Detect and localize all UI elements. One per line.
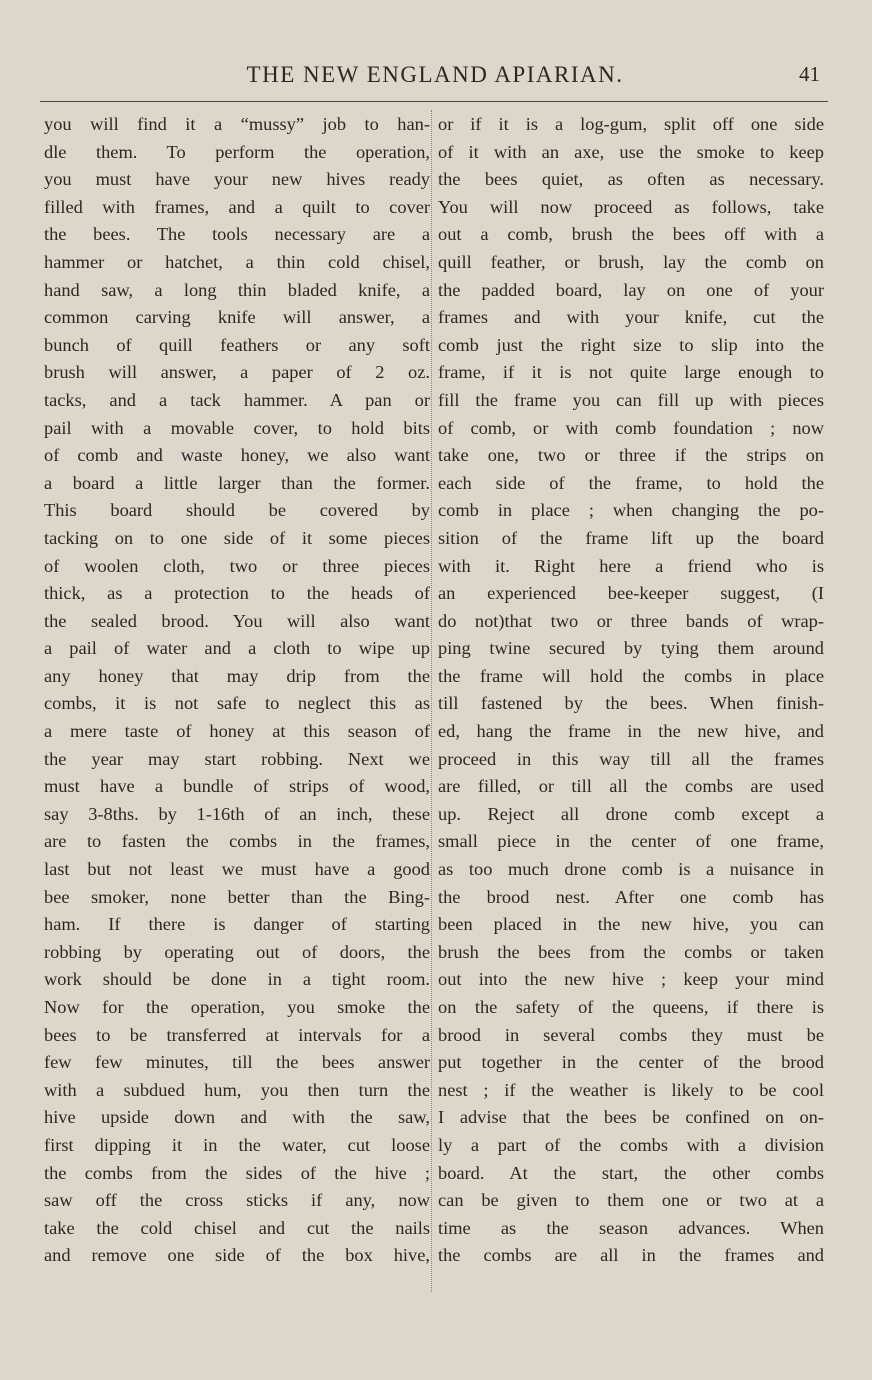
text-line: of comb, or with comb foundation ; now (438, 417, 824, 438)
text-line: pail with a movable cover, to hold bits (44, 417, 430, 438)
text-line: dle them. To perform the operation, (44, 141, 430, 162)
text-line: thick, as a protection to the heads of (44, 583, 430, 604)
text-line: up. Reject all drone comb except a (438, 803, 824, 824)
text-line: or if it is a log-gum, split off one side (438, 114, 824, 134)
text-line: hive upside down and with the saw, (44, 1107, 430, 1128)
text-line: the brood nest. After one comb has (438, 886, 824, 907)
text-line: hand saw, a long thin bladed knife, a (44, 279, 430, 300)
text-line: with it. Right here a friend who is (438, 555, 824, 576)
text-line: filled with frames, and a quilt to cover (44, 196, 430, 217)
text-line: robbing by operating out of doors, the (44, 941, 430, 962)
text-line: board. At the start, the other combs (438, 1162, 824, 1183)
text-line: small piece in the center of one frame, (438, 831, 824, 852)
text-line: as too much drone comb is a nuisance in (438, 859, 824, 880)
text-line: the frame will hold the combs in place (438, 665, 824, 686)
text-line: brood in several combs they must be (438, 1024, 824, 1045)
text-line: a board a little larger than the former. (44, 472, 430, 493)
text-line: hammer or hatchet, a thin cold chisel, (44, 251, 430, 272)
text-line: work should be done in a tight room. (44, 969, 430, 990)
text-line: take the cold chisel and cut the nails (44, 1217, 430, 1238)
page-number: 41 (799, 62, 820, 86)
page-header (40, 60, 830, 100)
text-line: each side of the frame, to hold the (438, 472, 824, 493)
text-line: and remove one side of the box hive, (44, 1245, 430, 1266)
text-line: a mere taste of honey at this season of (44, 721, 430, 742)
text-line: bee smoker, none better than the Bing- (44, 886, 430, 907)
text-line: of woolen cloth, two or three pieces (44, 555, 430, 576)
text-line: first dipping it in the water, cut loose (44, 1134, 430, 1155)
text-line: saw off the cross sticks if any, now (44, 1190, 430, 1211)
text-line: nest ; if the weather is likely to be cool (438, 1079, 824, 1100)
text-line: the year may start robbing. Next we (44, 748, 430, 769)
text-line: you must have your new hives ready (44, 169, 430, 190)
text-line: ly a part of the combs with a division (438, 1134, 824, 1155)
text-line: Now for the operation, you smoke the (44, 997, 430, 1017)
text-line: till fastened by the bees. When finish- (438, 693, 824, 714)
text-line: take one, two or three if the strips on (438, 445, 824, 466)
column-divider (431, 110, 432, 1292)
text-line: out into the new hive ; keep your mind (438, 969, 824, 990)
text-line: tacking on to one side of it some pieces (44, 527, 430, 548)
text-line: the sealed brood. You will also want (44, 610, 430, 631)
text-line: This board should be covered by (44, 500, 430, 521)
text-line: time as the season advances. When (438, 1217, 824, 1238)
text-line: the bees quiet, as often as necessary. (438, 169, 824, 190)
text-line: put together in the center of the brood (438, 1052, 824, 1073)
text-line: quill feather, or brush, lay the comb on (438, 251, 824, 272)
text-line: brush will answer, a paper of 2 oz. (44, 362, 430, 383)
text-line: bees to be transferred at intervals for a (44, 1024, 430, 1045)
text-line: out a comb, brush the bees off with a (438, 224, 824, 245)
text-line: ham. If there is danger of starting (44, 914, 430, 935)
text-line: say 3-8ths. by 1-16th of an inch, these (44, 803, 430, 824)
text-line: ping twine secured by tying them around (438, 638, 824, 659)
text-line: the padded board, lay on one of your (438, 279, 824, 300)
text-line: of comb and waste honey, we also want (44, 445, 430, 466)
running-title: THE NEW ENGLAND APIARIAN. (246, 62, 624, 87)
text-line: tacks, and a tack hammer. A pan or (44, 389, 430, 410)
text-line: the combs from the sides of the hive ; (44, 1162, 430, 1183)
text-line: I advise that the bees be confined on on- (438, 1107, 824, 1128)
text-line: on the safety of the queens, if there is (438, 997, 824, 1017)
header-rule (40, 101, 828, 102)
text-line: with a subdued hum, you then turn the (44, 1079, 430, 1100)
text-line: combs, it is not safe to neglect this as (44, 693, 430, 714)
text-line: an experienced bee-keeper suggest, (I (438, 583, 824, 604)
right-column (438, 111, 824, 1270)
text-line: are to fasten the combs in the frames, (44, 831, 430, 852)
text-line: can be given to them one or two at a (438, 1190, 824, 1211)
text-line: the combs are all in the frames and (438, 1245, 824, 1266)
text-line: bunch of quill feathers or any soft (44, 334, 430, 355)
text-line: sition of the frame lift up the board (438, 527, 824, 548)
text-line: last but not least we must have a good (44, 859, 430, 880)
text-line: proceed in this way till all the frames (438, 748, 824, 769)
text-line: comb just the right size to slip into the (438, 334, 824, 355)
left-column (44, 111, 430, 1270)
text-line: a pail of water and a cloth to wipe up (44, 638, 430, 659)
text-line: common carving knife will answer, a (44, 307, 430, 328)
text-line: frames and with your knife, cut the (438, 307, 824, 328)
text-line: you will find it a “mussy” job to han- (44, 114, 430, 134)
text-line: few few minutes, till the bees answer (44, 1052, 430, 1073)
text-line: fill the frame you can fill up with pieces (438, 389, 824, 410)
text-line: do not)that two or three bands of wrap- (438, 610, 824, 631)
text-line: been placed in the new hive, you can (438, 914, 824, 935)
text-line: ed, hang the frame in the new hive, and (438, 721, 824, 742)
text-line: are filled, or till all the combs are used (438, 776, 824, 797)
text-line: frame, if it is not quite large enough to (438, 362, 824, 383)
text-line: any honey that may drip from the (44, 665, 430, 686)
text-line: brush the bees from the combs or taken (438, 941, 824, 962)
text-line: You will now proceed as follows, take (438, 196, 824, 217)
text-line: comb in place ; when changing the po- (438, 500, 824, 521)
text-line: the bees. The tools necessary are a (44, 224, 430, 245)
text-line: must have a bundle of strips of wood, (44, 776, 430, 797)
text-line: of it with an axe, use the smoke to keep (438, 141, 824, 162)
